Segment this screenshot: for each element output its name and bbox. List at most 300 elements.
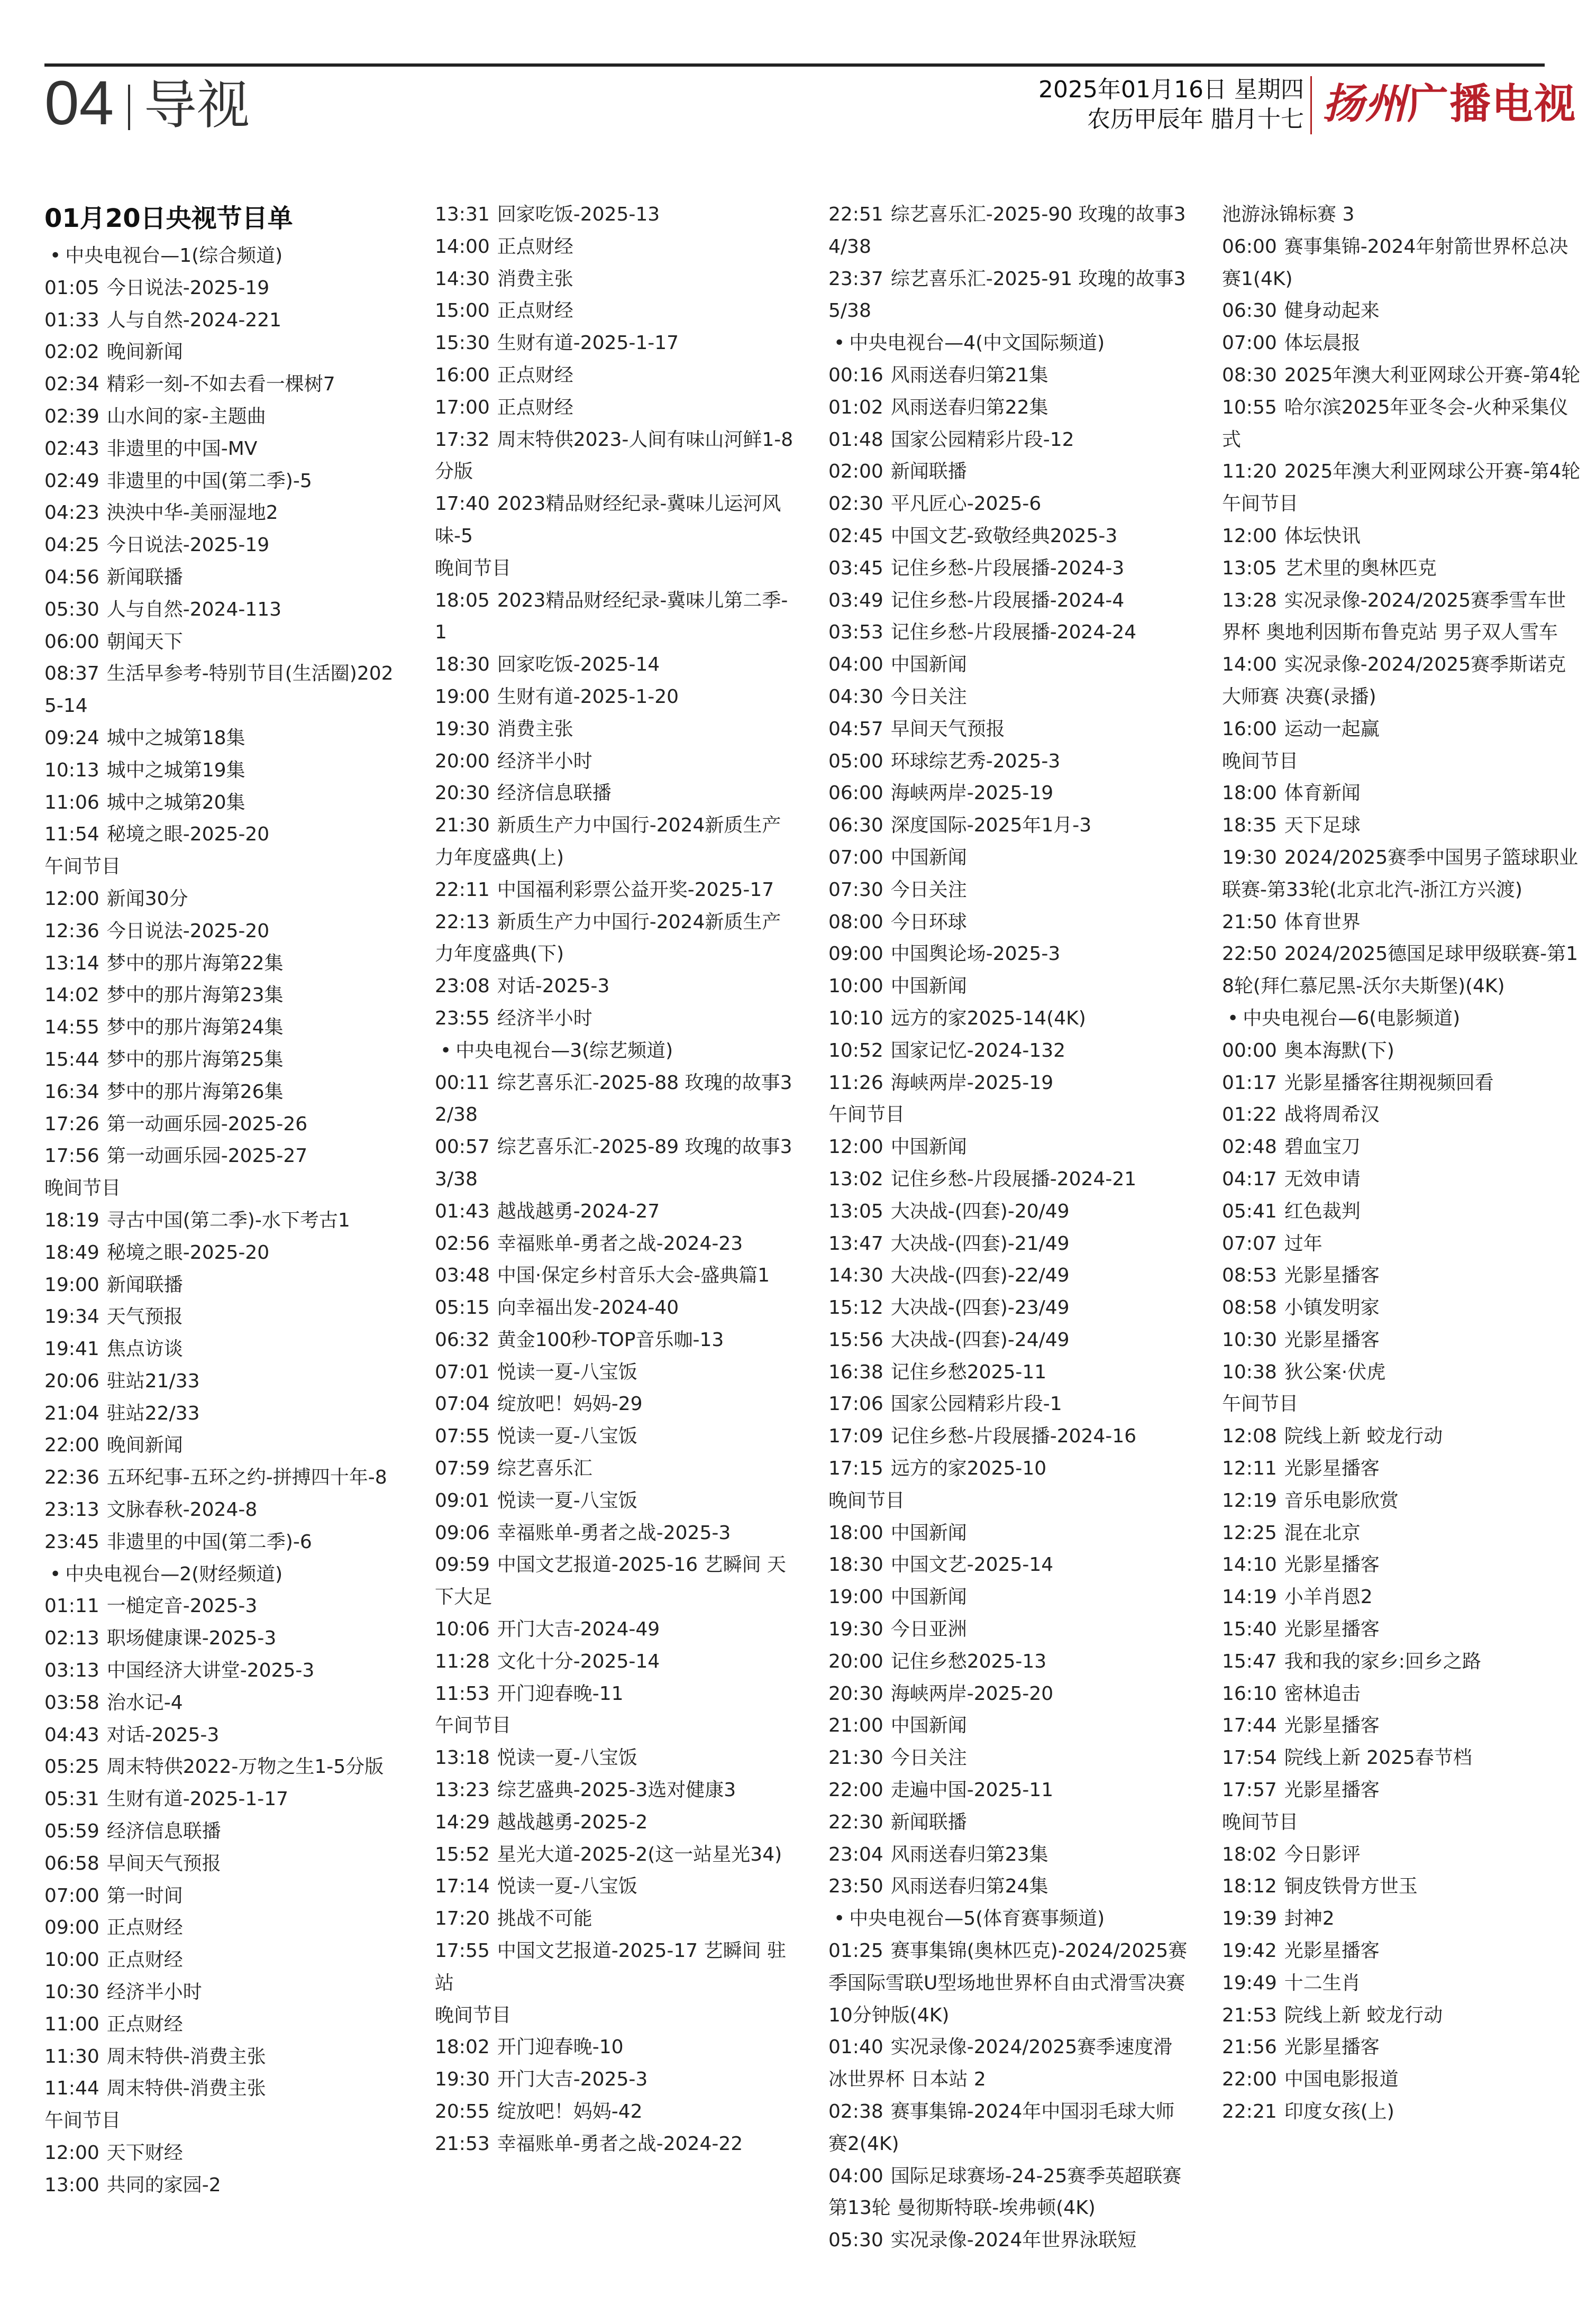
program-title: 大决战-(四套)-21/49 [890,1232,1070,1255]
program-entry [44,1494,404,1526]
program-time: 14:02 [44,984,99,1007]
brand-divider [1310,76,1312,134]
program-time: 23:13 [44,1499,99,1521]
program-title: 周末特供-消费主张 [106,2045,266,2067]
program-title: 体育新闻 [1284,782,1361,804]
program-time: 02:30 [828,493,883,515]
program-time: 01:11 [44,1595,99,1617]
program-time: 02:39 [44,405,99,427]
program-entry [828,971,1188,1003]
program-time: 01:25 [828,1940,883,1962]
program-title: 驻站21/33 [106,1370,200,1392]
program-entry [44,1687,404,1719]
program-entry [44,272,404,305]
program-time: 14:00 [435,235,490,258]
program-time: 10:38 [1222,1361,1277,1383]
brand-logo-suffix: 广播电视 [1407,80,1577,128]
program-entry [828,1742,1188,1774]
program-title: 记住乡愁-片段展播-2024-16 [890,1425,1137,1448]
program-entry [44,1719,404,1752]
program-entry [435,263,795,296]
program-title: 体育世界 [1284,911,1361,933]
program-entry [828,1421,1188,1453]
program-title: 天下财经 [106,2142,183,2164]
program-entry [828,907,1188,939]
program-title: 中国新闻 [890,654,967,676]
program-time: 11:20 [1222,461,1277,483]
program-entry [828,1164,1188,1196]
program-entry [435,360,795,392]
program-time: 07:00 [44,1884,99,1907]
program-title: 院线上新 2025春节档 [1284,1747,1472,1769]
program-entry [1222,1549,1582,1581]
program-time: 11:26 [828,1072,883,1094]
program-entry [1222,2096,1582,2128]
program-time: 18:00 [1222,782,1277,804]
program-title: 消费主张 [497,718,573,740]
program-title: 悦读一夏-八宝饭 [497,1361,637,1383]
program-title: 红色裁判 [1284,1200,1361,1222]
schedule-column-1 [44,199,404,2202]
program-time: 16:10 [1222,1682,1277,1705]
program-entry [828,1710,1188,1742]
program-time: 14:10 [1222,1554,1277,1576]
program-time: 12:36 [44,920,99,942]
brand-logo-prefix: 扬州 [1322,80,1408,128]
program-entry [44,1751,404,1783]
program-title: 悦读一夏-八宝饭 [497,1875,637,1898]
program-time: 19:30 [435,718,490,740]
program-time: 15:40 [1222,1618,1277,1641]
program-entry [828,1581,1188,1614]
program-time: 15:12 [828,1297,883,1319]
program-title: 运动一起赢 [1284,718,1380,740]
program-title: 人与自然-2024-221 [106,309,282,331]
channel-header: • 中央电视台—6(电影频道) [1222,1003,1582,1035]
program-entry [435,1742,795,1774]
program-time: 06:30 [1222,300,1277,322]
program-title: 梦中的那片海第23集 [106,984,284,1007]
program-time: 19:00 [44,1274,99,1296]
program-time: 05:00 [828,750,883,772]
program-entry [435,424,795,489]
program-time: 21:56 [1222,2036,1277,2058]
page-number: 04 [44,68,114,138]
program-time: 07:00 [1222,332,1277,354]
program-title: 实况录像-2024/2025赛季斯诺克大师赛 决赛(录播) [1222,654,1566,708]
program-time: 19:30 [828,1618,883,1641]
program-title: 回家吃饭-2025-13 [497,204,660,225]
program-title: 开门迎春晚-11 [497,1682,624,1705]
program-time: 09:00 [828,943,883,965]
program-time: 09:06 [435,1522,490,1544]
program-time: 12:11 [1222,1458,1277,1480]
program-time: 19:49 [1222,1972,1277,1994]
program-entry [1222,1067,1582,1100]
program-time: 21:30 [435,815,490,837]
program-title: 朝闻天下 [106,630,183,653]
program-time: 20:55 [435,2101,490,2123]
program-title: 十二生肖 [1284,1972,1361,1994]
program-entry [44,980,404,1012]
program-entry [435,810,795,874]
program-entry [44,819,404,851]
time-block-header: 晚间节目 [435,2004,512,2026]
program-entry [1222,1968,1582,2000]
program-entry [1222,1324,1582,1357]
program-title: 记住乡愁-片段展播-2024-3 [890,557,1125,579]
program-title: 院线上新 蛟龙行动 [1284,2004,1443,2026]
program-time: 05:15 [435,1297,490,1319]
program-title: 2025年澳大利亚网球公开赛-第4轮 [1284,461,1581,483]
program-title: 实况录像-2024年世界泳联短 [890,2229,1137,2252]
program-title: 生财有道-2025-1-17 [106,1788,289,1810]
program-time: 18:02 [435,2036,490,2058]
program-time: 16:00 [1222,718,1277,740]
program-entry [435,874,795,907]
program-time: 19:00 [828,1586,883,1608]
program-entry [828,553,1188,585]
program-time: 10:10 [828,1007,883,1029]
program-entry [435,649,795,681]
program-time: 00:00 [1222,1039,1277,1062]
program-title: 梦中的那片海第26集 [106,1081,284,1103]
program-time: 06:30 [828,815,883,837]
program-title: 第一动画乐园-2025-26 [106,1113,308,1135]
program-entry [435,1517,795,1550]
program-entry [435,1774,795,1807]
program-entry [1222,1099,1582,1131]
program-entry [44,562,404,594]
program-entry [828,456,1188,488]
program-title: 星光大道-2025-2(这一站星光34) [497,1843,782,1865]
program-time: 17:00 [435,396,490,418]
program-title: 经济半小时 [106,1981,202,2003]
program-title: 文化十分-2025-14 [497,1650,660,1672]
program-title: 生活早参考-特别节目(生活圈)2025-14 [44,663,394,717]
program-title: 今日影评 [1284,1843,1361,1865]
program-title: 幸福账单-勇者之战-2024-23 [497,1232,743,1255]
program-entry [1222,2000,1582,2032]
program-entry [44,2041,404,2073]
program-entry [435,1292,795,1324]
program-time: 15:44 [44,1048,99,1070]
program-title: 记住乡愁2025-13 [890,1650,1047,1672]
program-time: 17:54 [1222,1747,1277,1769]
program-time: 04:00 [828,654,883,676]
program-time: 18:35 [1222,815,1277,837]
program-time: 01:02 [828,396,883,418]
program-entry [44,401,404,433]
program-entry [44,1333,404,1366]
program-entry [44,433,404,465]
time-block-header: 午间节目 [44,2110,121,2132]
program-entry [828,2161,1188,2225]
program-time: 20:30 [828,1682,883,1705]
program-title: 共同的家园-2 [106,2174,221,2196]
program-time: 20:00 [828,1650,883,1672]
program-entry [435,585,795,649]
program-entry [1222,907,1582,939]
program-entry [1222,2064,1582,2096]
program-entry [44,1205,404,1237]
program-time: 05:41 [1222,1200,1277,1222]
program-time: 18:05 [435,589,490,611]
program-entry [1222,231,1582,296]
program-title: 正点财经 [106,1949,183,1971]
program-entry [435,1324,795,1357]
program-time: 06:00 [1222,235,1277,258]
program-entry [44,1848,404,1880]
program-entry [435,971,795,1003]
program-title: 悦读一夏-八宝饭 [497,1747,637,1769]
program-title: 我和我的家乡:回乡之路 [1284,1650,1481,1672]
program-entry [44,1816,404,1848]
program-title: 综艺盛典-2025-3选对健康3 [497,1779,736,1801]
program-time: 00:11 [435,1072,490,1094]
program-entry [1222,1774,1582,1807]
program-title: 记住乡愁-片段展播-2024-4 [890,589,1125,611]
program-entry [1222,1260,1582,1292]
program-title: 中国电影报道 [1284,2069,1399,2091]
program-entry [435,2128,795,2161]
program-title: 无效申请 [1284,1168,1361,1190]
program-title: 铜皮铁骨方世玉 [1284,1875,1418,1898]
program-entry [435,1421,795,1453]
program-time: 09:24 [44,727,99,749]
program-time: 10:06 [435,1618,490,1641]
program-time: 21:50 [1222,911,1277,933]
program-title: 赛事集锦-2024年射箭世界杯总决赛1(4K) [1222,235,1568,290]
section-title: 导视 [144,74,250,136]
program-entry [44,948,404,980]
program-entry [1222,777,1582,810]
program-entry [1222,1196,1582,1228]
program-entry [828,649,1188,681]
program-title: 光影星播客 [1284,1329,1380,1351]
program-entry [1222,392,1582,456]
program-time: 06:00 [44,630,99,653]
program-time: 15:52 [435,1843,490,1865]
program-title: 人与自然-2024-113 [106,598,282,620]
program-time: 05:31 [44,1788,99,1810]
program-title: 国家公园精彩片段-12 [890,428,1074,451]
program-entry [44,1655,404,1687]
program-time: 17:06 [828,1393,883,1415]
program-time: 23:50 [828,1875,883,1898]
program-time: 02:02 [44,341,99,363]
program-title: 正点财经 [106,2013,183,2035]
program-entry [828,1292,1188,1324]
program-title: 天气预报 [106,1306,183,1328]
program-entry [1222,295,1582,327]
program-entry [435,1003,795,1035]
program-entry [828,360,1188,392]
program-entry [44,626,404,658]
program-time: 23:37 [828,268,883,290]
program-time: 23:45 [44,1531,99,1553]
program-title: 生财有道-2025-1-20 [497,685,679,708]
program-time: 08:37 [44,663,99,685]
program-title: 今日关注 [890,879,967,901]
program-entry [828,1839,1188,1871]
program-title: 艺术里的奥林匹克 [1284,557,1437,579]
program-entry [435,1131,795,1196]
program-title: 赛事集锦-2024年中国羽毛球大师赛2(4K) [828,2101,1175,2155]
program-time: 19:34 [44,1306,99,1328]
program-title: 中国文艺-2025-14 [890,1554,1054,1576]
program-entry [435,1646,795,1678]
program-title: 经济半小时 [497,750,592,772]
program-entry [828,424,1188,456]
program-time: 09:01 [435,1489,490,1512]
program-time: 03:13 [44,1660,99,1682]
program-entry [1222,1453,1582,1485]
program-time: 18:12 [1222,1875,1277,1898]
program-time: 22:00 [1222,2069,1277,2091]
program-title: 中国新闻 [890,846,967,868]
program-title: 驻站22/33 [106,1402,200,1424]
program-entry [44,529,404,562]
program-title: 山水间的家-主题曲 [106,405,266,427]
program-entry [828,520,1188,553]
program-title: 焦点访谈 [106,1338,183,1360]
program-time: 06:32 [435,1329,490,1351]
program-entry [828,585,1188,617]
program-title: 秘境之眼-2025-20 [106,824,270,846]
program-time: 18:49 [44,1241,99,1264]
program-time: 12:19 [1222,1489,1277,1512]
program-time: 10:55 [1222,396,1277,418]
program-entry [1222,585,1582,649]
program-title: 碧血宝刀 [1284,1136,1361,1158]
schedule-title: 01月20日央视节目单 [44,204,293,233]
program-time: 02:56 [435,1232,490,1255]
program-entry [828,713,1188,746]
program-time: 15:47 [1222,1650,1277,1672]
program-entry [44,1398,404,1430]
program-title: 过年 [1284,1232,1322,1255]
lunar-date: 农历甲辰年 腊月十七 [1087,106,1304,133]
program-title: 早间天气预报 [890,718,1005,740]
program-title: 越战越勇-2024-27 [497,1200,660,1222]
program-title: 平凡匠心-2025-6 [890,493,1042,515]
program-title: 黄金100秒-TOP音乐咖-13 [497,1329,724,1351]
program-time: 03:58 [44,1691,99,1714]
program-title: 体坛晨报 [1284,332,1361,354]
program-time: 13:05 [1222,557,1277,579]
program-title: 实况录像-2024/2025赛季雪车世界杯 奥地利因斯布鲁克站 男子双人雪车 [1222,589,1566,644]
program-title: 早间天气预报 [106,1852,221,1874]
program-title: 新闻联播 [106,566,183,588]
program-title: 小羊肖恩2 [1284,1586,1373,1608]
program-time: 02:43 [44,437,99,460]
program-entry [828,777,1188,810]
program-time: 12:25 [1222,1522,1277,1544]
program-time: 23:04 [828,1843,883,1865]
program-title: 精彩一刻-不如去看一棵树7 [106,373,335,396]
program-time: 02:34 [44,373,99,396]
program-title: 远方的家2025-14(4K) [890,1007,1086,1029]
program-title: 挑战不可能 [497,1908,592,1930]
program-entry [435,1357,795,1389]
time-block-header: 晚间节目 [828,1489,905,1512]
program-entry [1222,2032,1582,2064]
program-entry [435,392,795,424]
program-time: 16:00 [435,364,490,386]
program-time: 02:38 [828,2101,883,2123]
program-time: 04:25 [44,534,99,556]
program-time: 08:30 [1222,364,1277,386]
program-title: 国家记忆-2024-132 [890,1039,1066,1062]
program-time: 17:09 [828,1425,883,1448]
program-time: 11:30 [44,2045,99,2067]
program-time: 18:00 [828,1522,883,1544]
program-entry [828,392,1188,424]
program-entry [435,681,795,713]
program-title: 今日说法-2025-19 [106,534,270,556]
program-entry [44,1944,404,1977]
program-title: 风雨送春归第23集 [890,1843,1048,1865]
program-time: 04:30 [828,685,883,708]
program-entry [828,2225,1188,2257]
program-time: 17:56 [44,1145,99,1167]
program-title: 一槌定音-2025-3 [106,1595,258,1617]
program-title: 消费主张 [497,268,573,290]
program-title: 梦中的那片海第22集 [106,952,284,974]
program-time: 22:00 [44,1434,99,1457]
program-title: 中国新闻 [890,1522,967,1544]
program-time: 01:48 [828,428,883,451]
program-title: 封神2 [1284,1908,1335,1930]
program-entry [44,465,404,498]
program-time: 22:13 [435,911,490,933]
program-title: 中国文艺报道-2025-16 艺瞬间 天下大足 [435,1554,787,1608]
program-time: 20:30 [435,782,490,804]
program-title: 经济信息联播 [106,1820,221,1843]
program-entry [1222,1871,1582,1903]
time-block-header: 午间节目 [828,1104,905,1126]
program-time: 22:36 [44,1467,99,1489]
program-entry [435,1903,795,1935]
program-time: 15:56 [828,1329,883,1351]
program-title: 奥本海默(下) [1284,1039,1394,1062]
program-title: 城中之城第19集 [106,759,245,781]
program-time: 05:25 [44,1756,99,1778]
program-time: 10:30 [1222,1329,1277,1351]
program-time: 02:00 [828,461,883,483]
program-time: 02:49 [44,470,99,492]
program-entry [44,916,404,948]
program-time: 15:00 [435,300,490,322]
program-entry [828,1324,1188,1357]
program-entry [828,938,1188,971]
program-time: 04:57 [828,718,883,740]
program-time: 10:13 [44,759,99,781]
schedule-column-4 [1222,199,1582,2128]
program-title: 环球综艺秀-2025-3 [890,750,1061,772]
program-title: 正点财经 [497,235,573,258]
program-title: 2023精品财经纪录-冀味儿运河风味-5 [435,493,781,547]
program-time: 01:22 [1222,1104,1277,1126]
program-entry [1222,1646,1582,1678]
program-entry [1222,1839,1582,1871]
time-block-header: 晚间节目 [1222,1811,1299,1833]
program-title: 光影星播客 [1284,1940,1380,1962]
schedule-column-2 [435,199,795,2161]
program-title: 治水记-4 [106,1691,183,1714]
program-time: 17:44 [1222,1715,1277,1737]
